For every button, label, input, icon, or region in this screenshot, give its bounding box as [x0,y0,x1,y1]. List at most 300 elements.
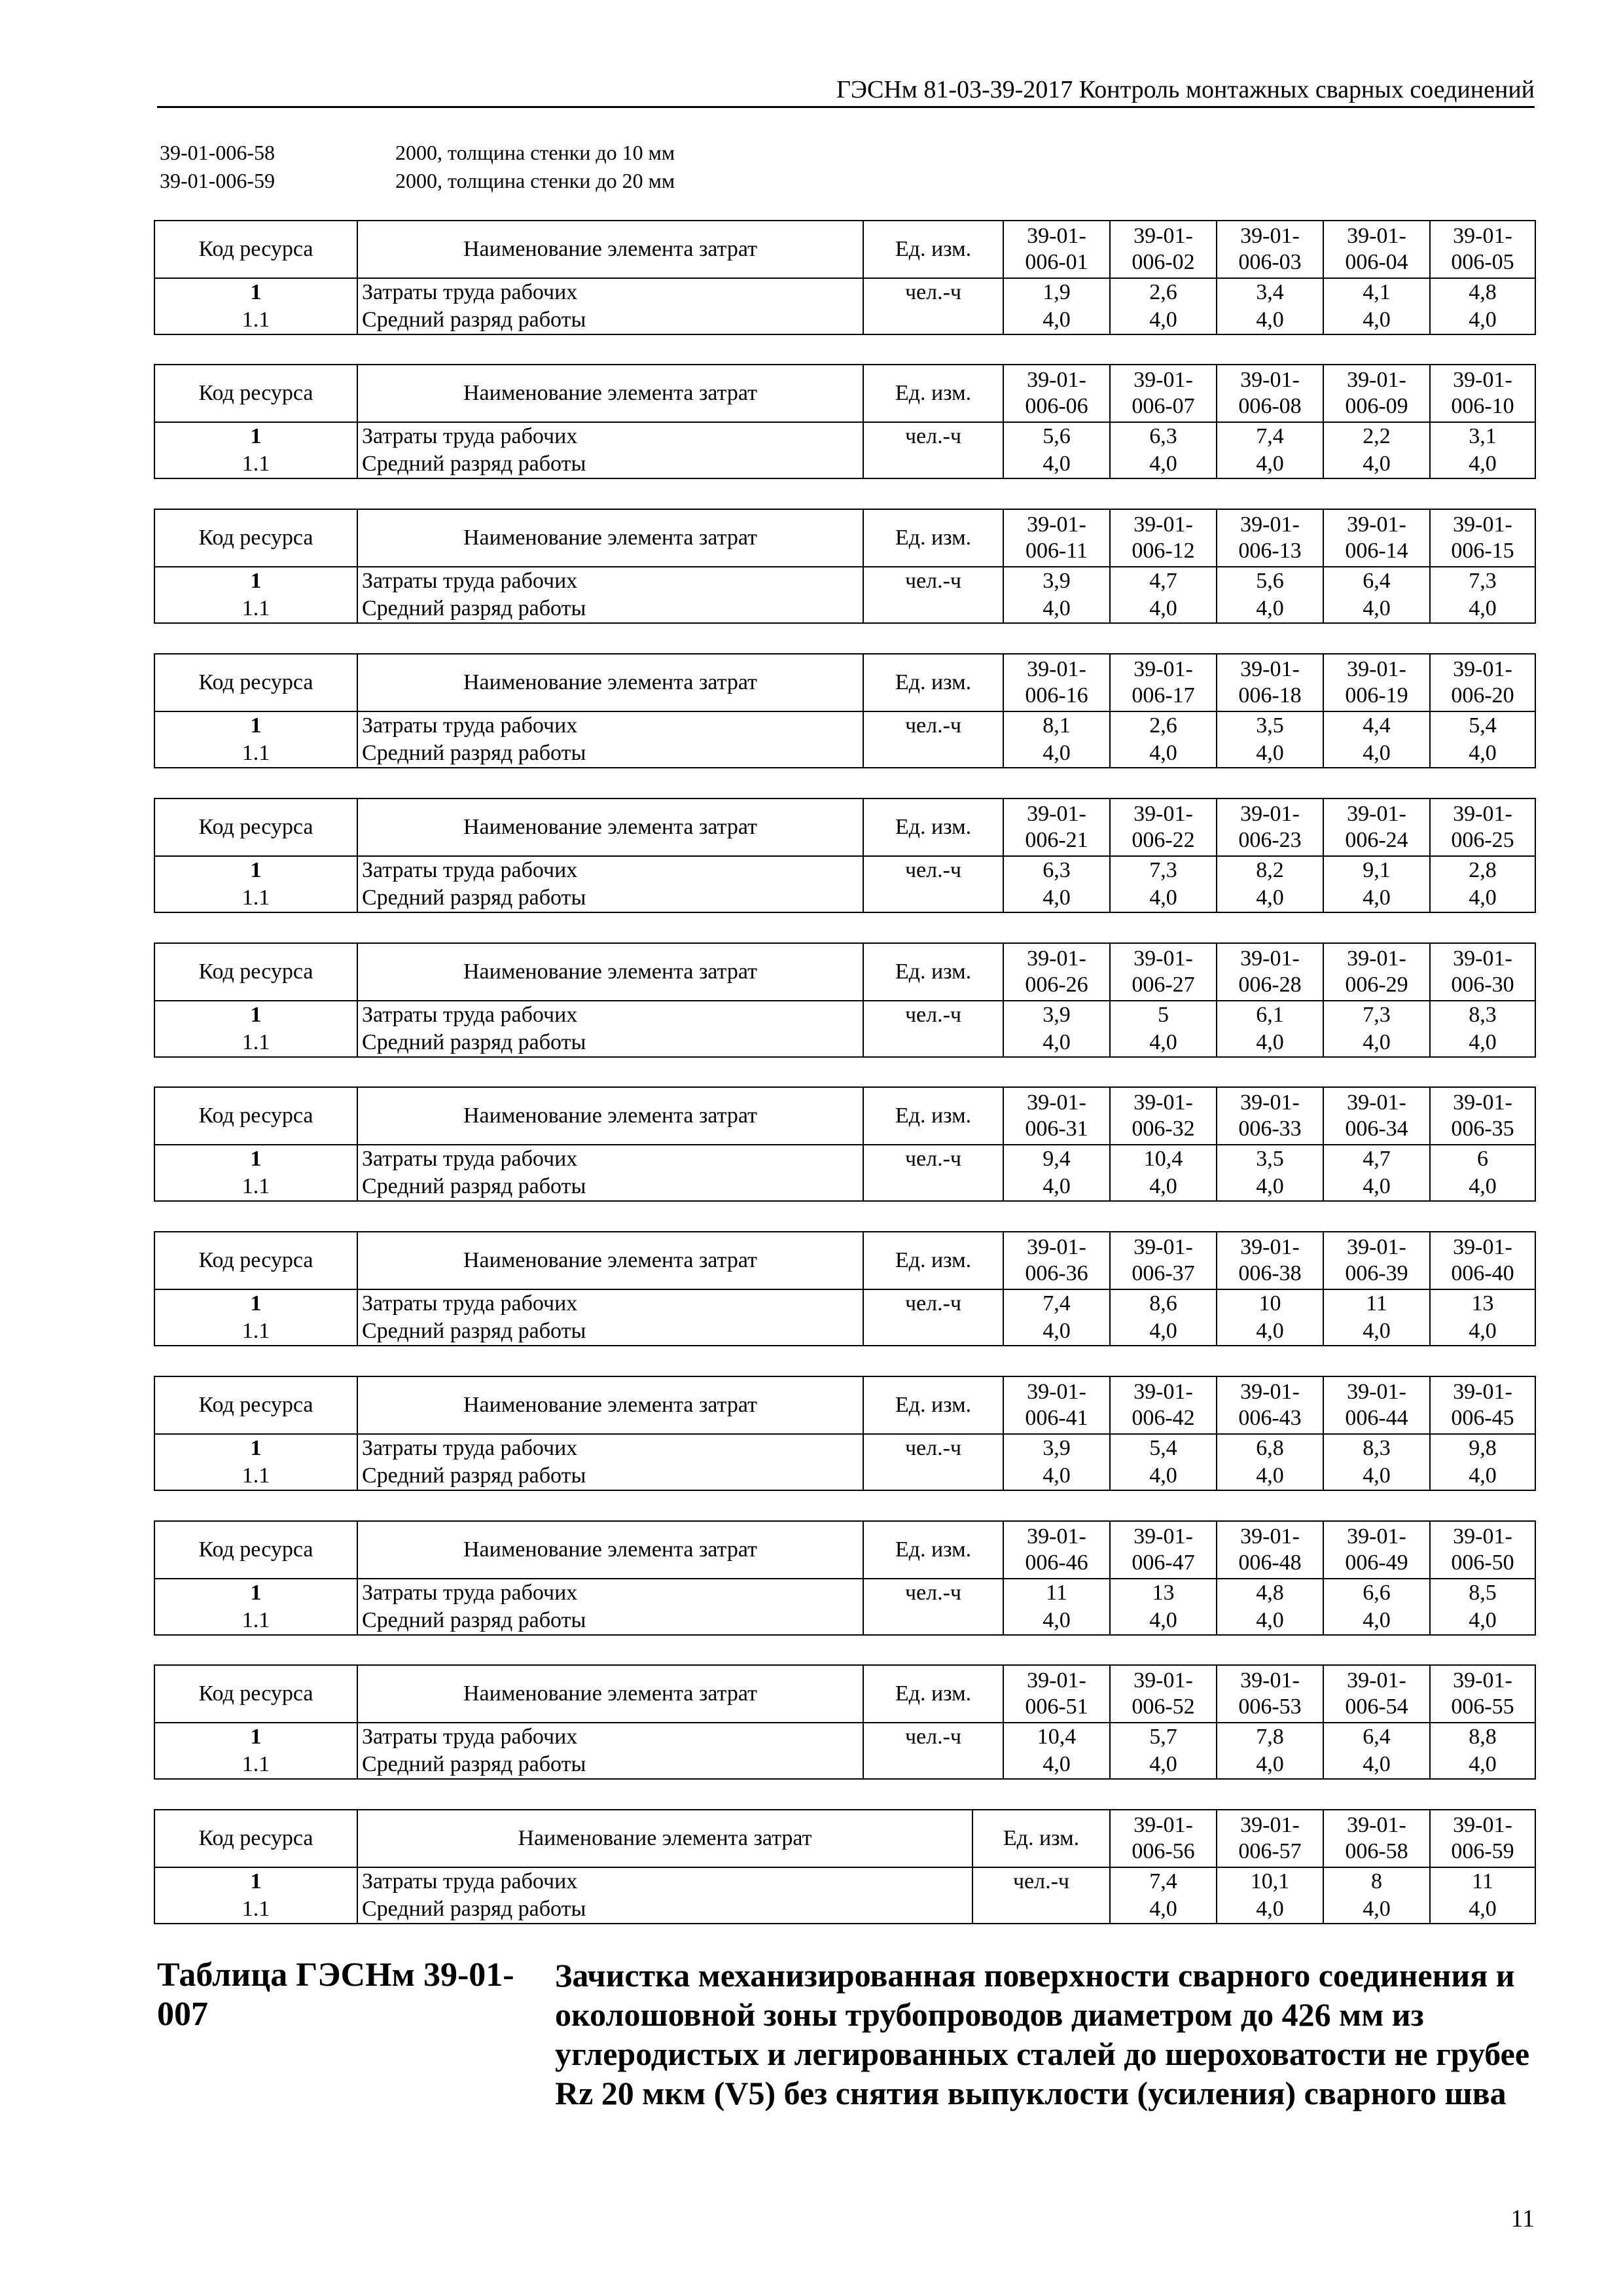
table-header-row [154,943,1535,1001]
column-header-rate-code [1110,1232,1217,1289]
rate-code-line: 006-12 [1132,539,1195,563]
column-header-rate-code [1430,1232,1535,1289]
row-unit [972,1895,1110,1924]
column-header-rate-code [1110,1087,1217,1145]
row-unit: чел.-ч [863,1289,1003,1318]
table-header-row [154,1665,1535,1723]
rate-code-line: 006-40 [1451,1261,1514,1285]
labor-value: 2,2 [1323,422,1430,450]
rate-code-line: 39-01- [1027,1524,1086,1549]
row-name: Средний разряд работы [357,1462,863,1490]
grade-value: 4,0 [1217,1607,1323,1635]
grade-value: 4,0 [1323,1751,1430,1779]
table-header-row [154,1232,1535,1289]
labor-value: 4,1 [1323,278,1430,306]
rate-code-line: 39-01- [1027,946,1086,971]
labor-value: 3,9 [1003,1434,1110,1462]
labor-value: 11 [1430,1867,1535,1895]
rate-code-line: 39-01- [1347,802,1406,826]
labor-value: 6,8 [1217,1434,1323,1462]
labor-value: 3,4 [1217,278,1323,306]
labor-value: 8,3 [1430,1001,1535,1029]
column-header-rate-code [1323,1521,1430,1579]
rate-code-line: 006-14 [1345,539,1408,563]
table-row-grade [154,884,1535,912]
labor-value: 1,9 [1003,278,1110,306]
table-header-row [154,221,1535,278]
column-header-rate-code [1217,1087,1323,1145]
row-name: Затраты труда рабочих [357,1579,863,1607]
row-unit: чел.-ч [863,1579,1003,1607]
row-code: 1.1 [154,595,357,623]
table-row-grade [154,1462,1535,1490]
table-row-labor [154,567,1535,595]
row-unit [863,1029,1003,1057]
rate-code-line: 006-59 [1451,1839,1514,1863]
grade-value: 4,0 [1110,1029,1217,1057]
column-header-rate-code [1110,1521,1217,1579]
row-name: Затраты труда рабочих [357,1001,863,1029]
labor-value: 7,4 [1217,422,1323,450]
rate-code-line: 006-54 [1345,1695,1408,1719]
grade-value: 4,0 [1217,1318,1323,1346]
grade-value: 4,0 [1003,1607,1110,1635]
table-header-row [154,1087,1535,1145]
column-header-name: Наименование элемента затрат [357,221,863,278]
rate-code-line: 39-01- [1347,1090,1406,1115]
rate-code-line: 006-52 [1132,1695,1195,1719]
rate-code-line: 006-44 [1345,1406,1408,1430]
labor-value: 8,8 [1430,1723,1535,1751]
rate-code-line: 39-01- [1453,224,1512,248]
labor-value: 3,5 [1217,711,1323,740]
column-header-name: Наименование элемента затрат [357,943,863,1001]
column-header-unit: Ед. изм. [863,654,1003,711]
labor-value: 4,7 [1110,567,1217,595]
grade-value: 4,0 [1323,1318,1430,1346]
rate-code-line: 006-01 [1025,250,1088,274]
labor-value: 3,9 [1003,1001,1110,1029]
rate-code-line: 006-10 [1451,394,1514,418]
column-header-rate-code [1323,654,1430,711]
column-header-rate-code [1217,1521,1323,1579]
labor-value: 8,5 [1430,1579,1535,1607]
resource-table [154,1809,1536,1924]
column-header-rate-code [1323,1232,1430,1289]
column-header-name: Наименование элемента затрат [357,798,863,856]
rate-code-line: 39-01- [1133,946,1193,971]
column-header-unit: Ед. изм. [863,1665,1003,1723]
column-header-rate-code [1430,1665,1535,1723]
rate-code-line: 006-15 [1451,539,1514,563]
row-code: 1.1 [154,884,357,912]
rate-code-line: 006-16 [1025,683,1088,708]
grade-value: 4,0 [1323,450,1430,478]
rate-code-line: 006-04 [1345,250,1408,274]
rate-code-line: 39-01- [1133,657,1193,681]
column-header-rate-code [1110,509,1217,567]
column-header-code: Код ресурса [154,943,357,1001]
column-header-code: Код ресурса [154,1810,357,1867]
resource-table [154,1231,1536,1346]
rate-code-line: 006-41 [1025,1406,1088,1430]
rate-code-line: 39-01- [1027,802,1086,826]
column-header-code: Код ресурса [154,509,357,567]
grade-value: 4,0 [1430,1751,1535,1779]
labor-value: 10,1 [1217,1867,1323,1895]
row-code: 1 [154,1145,357,1173]
row-code: 1.1 [154,740,357,768]
resource-table [154,364,1536,479]
labor-value: 10 [1217,1289,1323,1318]
column-header-rate-code [1003,221,1110,278]
column-header-rate-code [1430,943,1535,1001]
labor-value: 7,8 [1217,1723,1323,1751]
labor-value: 8,3 [1323,1434,1430,1462]
column-header-rate-code [1110,943,1217,1001]
table-row-grade [154,740,1535,768]
column-header-rate-code [1430,1521,1535,1579]
grade-value: 4,0 [1217,1751,1323,1779]
table-header-row [154,1521,1535,1579]
resource-table [154,942,1536,1058]
row-unit [863,1173,1003,1201]
row-unit: чел.-ч [863,1145,1003,1173]
resource-table [154,1086,1536,1202]
table-row-grade [154,1173,1535,1201]
grade-value: 4,0 [1430,306,1535,334]
grade-value: 4,0 [1323,1462,1430,1490]
grade-value: 4,0 [1217,450,1323,478]
row-unit: чел.-ч [863,422,1003,450]
rate-code-line: 39-01- [1240,1380,1300,1404]
resource-table [154,220,1536,335]
table-row-labor [154,1867,1535,1895]
labor-value: 6,6 [1323,1579,1430,1607]
column-header-rate-code [1430,365,1535,422]
grade-value: 4,0 [1110,1607,1217,1635]
rate-code-line: 39-01- [1453,802,1512,826]
row-unit [863,1462,1003,1490]
rate-code-line: 39-01- [1133,1235,1193,1259]
labor-value: 7,3 [1323,1001,1430,1029]
rate-code-line: 39-01- [1347,1235,1406,1259]
table-row-grade [154,1318,1535,1346]
row-unit: чел.-ч [863,711,1003,740]
row-unit [863,884,1003,912]
item-code: 39-01-006-59 [160,169,275,192]
row-code: 1 [154,1723,357,1751]
labor-value: 5,6 [1217,567,1323,595]
column-header-rate-code [1430,798,1535,856]
column-header-rate-code [1003,509,1110,567]
column-header-unit: Ед. изм. [863,798,1003,856]
row-code: 1.1 [154,1318,357,1346]
grade-value: 4,0 [1430,884,1535,912]
grade-value: 4,0 [1003,1751,1110,1779]
rate-code-line: 39-01- [1240,1813,1300,1837]
grade-value: 4,0 [1217,1895,1323,1924]
rate-code-line: 006-26 [1025,973,1088,997]
column-header-name: Наименование элемента затрат [357,1087,863,1145]
rate-code-line: 006-45 [1451,1406,1514,1430]
rate-code-line: 39-01- [1240,368,1300,392]
resource-table [154,1520,1536,1636]
rate-code-line: 39-01- [1347,1524,1406,1549]
item-desc: 2000, толщина стенки до 10 мм [395,141,675,164]
rate-code-line: 39-01- [1133,1090,1193,1115]
table-row-labor [154,711,1535,740]
row-name: Средний разряд работы [357,1751,863,1779]
column-header-rate-code [1430,509,1535,567]
column-header-code: Код ресурса [154,1665,357,1723]
rate-code-line: 39-01- [1453,1090,1512,1115]
column-header-unit: Ед. изм. [863,509,1003,567]
rate-code-line: 006-50 [1451,1551,1514,1575]
labor-value: 4,7 [1323,1145,1430,1173]
row-unit: чел.-ч [863,1434,1003,1462]
resource-table [154,1664,1536,1780]
table-row-grade [154,595,1535,623]
grade-value: 4,0 [1217,1029,1323,1057]
column-header-name: Наименование элемента затрат [357,654,863,711]
column-header-name: Наименование элемента затрат [357,1665,863,1723]
table-row-labor [154,422,1535,450]
column-header-code: Код ресурса [154,221,357,278]
resource-table [154,798,1536,913]
rate-code-line: 006-21 [1025,828,1088,852]
running-header [157,73,1535,108]
row-unit: чел.-ч [863,856,1003,884]
column-header-unit: Ед. изм. [972,1810,1110,1867]
rate-code-line: 39-01- [1453,1235,1512,1259]
column-header-rate-code [1003,1665,1110,1723]
rate-code-line: 006-06 [1025,394,1088,418]
column-header-rate-code [1323,1376,1430,1434]
rate-code-line: 39-01- [1347,657,1406,681]
row-name: Затраты труда рабочих [357,711,863,740]
row-code: 1.1 [154,1029,357,1057]
rate-code-line: 006-56 [1132,1839,1195,1863]
table-row-grade [154,1751,1535,1779]
column-header-rate-code [1217,221,1323,278]
rate-code-line: 39-01- [1347,946,1406,971]
grade-value: 4,0 [1110,884,1217,912]
rate-code-line: 006-29 [1345,973,1408,997]
row-name: Затраты труда рабочих [357,1723,863,1751]
rate-code-line: 39-01- [1453,657,1512,681]
rate-code-line: 39-01- [1027,224,1086,248]
table-row-labor [154,1579,1535,1607]
next-table-label: Таблица ГЭСНм 39-01-007 [157,1956,514,2033]
grade-value: 4,0 [1003,450,1110,478]
row-unit: чел.-ч [863,567,1003,595]
rate-code-line: 39-01- [1453,1668,1512,1693]
grade-value: 4,0 [1110,740,1217,768]
rate-code-line: 39-01- [1027,512,1086,537]
row-name: Средний разряд работы [357,306,863,334]
column-header-rate-code [1217,1232,1323,1289]
column-header-rate-code [1003,365,1110,422]
grade-value: 4,0 [1323,1607,1430,1635]
row-unit: чел.-ч [863,1001,1003,1029]
rate-code-line: 39-01- [1453,1524,1512,1549]
column-header-name: Наименование элемента затрат [357,1521,863,1579]
column-header-rate-code [1003,1376,1110,1434]
labor-value: 3,1 [1430,422,1535,450]
grade-value: 4,0 [1323,595,1430,623]
column-header-unit: Ед. изм. [863,1087,1003,1145]
column-header-name: Наименование элемента затрат [357,1376,863,1434]
labor-value: 9,1 [1323,856,1430,884]
row-name: Затраты труда рабочих [357,856,863,884]
labor-value: 4,4 [1323,711,1430,740]
column-header-rate-code [1217,654,1323,711]
labor-value: 3,5 [1217,1145,1323,1173]
grade-value: 4,0 [1110,1462,1217,1490]
rate-code-line: 006-37 [1132,1261,1195,1285]
grade-value: 4,0 [1323,740,1430,768]
rate-code-line: 39-01- [1240,946,1300,971]
grade-value: 4,0 [1430,740,1535,768]
rate-code-line: 39-01- [1240,657,1300,681]
labor-value: 2,6 [1110,711,1217,740]
column-header-rate-code [1323,1810,1430,1867]
row-code: 1.1 [154,306,357,334]
table-header-row [154,509,1535,567]
rate-code-line: 006-31 [1025,1117,1088,1141]
labor-value: 4,8 [1217,1579,1323,1607]
column-header-unit: Ед. изм. [863,1521,1003,1579]
grade-value: 4,0 [1003,1462,1110,1490]
running-header-title: ГЭСНм 81-03-39-2017 Контроль монтажных сварных соединений [836,76,1535,103]
labor-value: 7,3 [1110,856,1217,884]
column-header-rate-code [1323,365,1430,422]
grade-value: 4,0 [1110,1173,1217,1201]
column-header-rate-code [1217,365,1323,422]
rate-code-line: 006-25 [1451,828,1514,852]
column-header-rate-code [1003,798,1110,856]
rate-code-line: 39-01- [1240,1524,1300,1549]
row-name: Затраты труда рабочих [357,422,863,450]
column-header-rate-code [1003,1521,1110,1579]
grade-value: 4,0 [1217,595,1323,623]
row-code: 1 [154,1289,357,1318]
rate-code-line: 39-01- [1347,1668,1406,1693]
grade-value: 4,0 [1430,450,1535,478]
resource-table [154,1376,1536,1491]
labor-value: 13 [1430,1289,1535,1318]
labor-value: 8 [1323,1867,1430,1895]
row-name: Затраты труда рабочих [357,1434,863,1462]
rate-code-line: 39-01- [1347,1380,1406,1404]
rate-code-line: 006-57 [1238,1839,1302,1863]
table-row-labor [154,1001,1535,1029]
labor-value: 4,8 [1430,278,1535,306]
row-name: Затраты труда рабочих [357,1867,972,1895]
rate-code-line: 39-01- [1347,368,1406,392]
rate-code-line: 39-01- [1240,1235,1300,1259]
rate-code-line: 006-11 [1025,539,1088,563]
rate-code-line: 006-09 [1345,394,1408,418]
table-row-grade [154,450,1535,478]
table-row-labor [154,278,1535,306]
rate-code-line: 006-34 [1345,1117,1408,1141]
row-name: Затраты труда рабочих [357,1289,863,1318]
rate-code-line: 39-01- [1027,368,1086,392]
row-unit [863,595,1003,623]
grade-value: 4,0 [1323,306,1430,334]
labor-value: 5,4 [1110,1434,1217,1462]
row-name: Затраты труда рабочих [357,278,863,306]
column-header-unit: Ед. изм. [863,221,1003,278]
column-header-rate-code [1110,365,1217,422]
rate-code-line: 006-13 [1238,539,1302,563]
rate-code-line: 39-01- [1027,657,1086,681]
column-header-code: Код ресурса [154,798,357,856]
column-header-rate-code [1323,221,1430,278]
rate-code-line: 39-01- [1240,512,1300,537]
labor-value: 8,6 [1110,1289,1217,1318]
rate-code-line: 006-20 [1451,683,1514,708]
column-header-name: Наименование элемента затрат [357,509,863,567]
grade-value: 4,0 [1003,740,1110,768]
table-header-row [154,365,1535,422]
column-header-rate-code [1217,1665,1323,1723]
row-code: 1.1 [154,1462,357,1490]
rate-code-line: 006-33 [1238,1117,1302,1141]
row-name: Средний разряд работы [357,1318,863,1346]
labor-value: 2,8 [1430,856,1535,884]
rate-code-line: 006-42 [1132,1406,1195,1430]
rate-code-line: 39-01- [1133,368,1193,392]
resource-table [154,653,1536,768]
labor-value: 5,6 [1003,422,1110,450]
resource-table [154,509,1536,624]
column-header-code: Код ресурса [154,1521,357,1579]
rate-code-line: 39-01- [1240,1090,1300,1115]
column-header-unit: Ед. изм. [863,1376,1003,1434]
rate-code-line: 006-58 [1345,1839,1408,1863]
rate-code-line: 006-49 [1345,1551,1408,1575]
row-name: Средний разряд работы [357,884,863,912]
row-code: 1 [154,567,357,595]
rate-code-line: 39-01- [1240,802,1300,826]
row-unit [863,1751,1003,1779]
row-name: Средний разряд работы [357,450,863,478]
grade-value: 4,0 [1110,1751,1217,1779]
rate-code-line: 006-30 [1451,973,1514,997]
column-header-rate-code [1430,654,1535,711]
grade-value: 4,0 [1003,1318,1110,1346]
column-header-rate-code [1430,1376,1535,1434]
row-unit [863,306,1003,334]
labor-value: 6,3 [1003,856,1110,884]
list-item [160,139,675,167]
grade-value: 4,0 [1217,1173,1323,1201]
rate-code-line: 39-01- [1133,1668,1193,1693]
column-header-name: Наименование элемента затрат [357,365,863,422]
rate-code-line: 39-01- [1240,224,1300,248]
column-header-name: Наименование элемента затрат [357,1810,972,1867]
grade-value: 4,0 [1323,1029,1430,1057]
column-header-rate-code [1217,1810,1323,1867]
row-code: 1 [154,278,357,306]
rate-code-line: 39-01- [1027,1380,1086,1404]
table-row-grade [154,1029,1535,1057]
rate-code-line: 006-48 [1238,1551,1302,1575]
table-row-grade [154,306,1535,334]
